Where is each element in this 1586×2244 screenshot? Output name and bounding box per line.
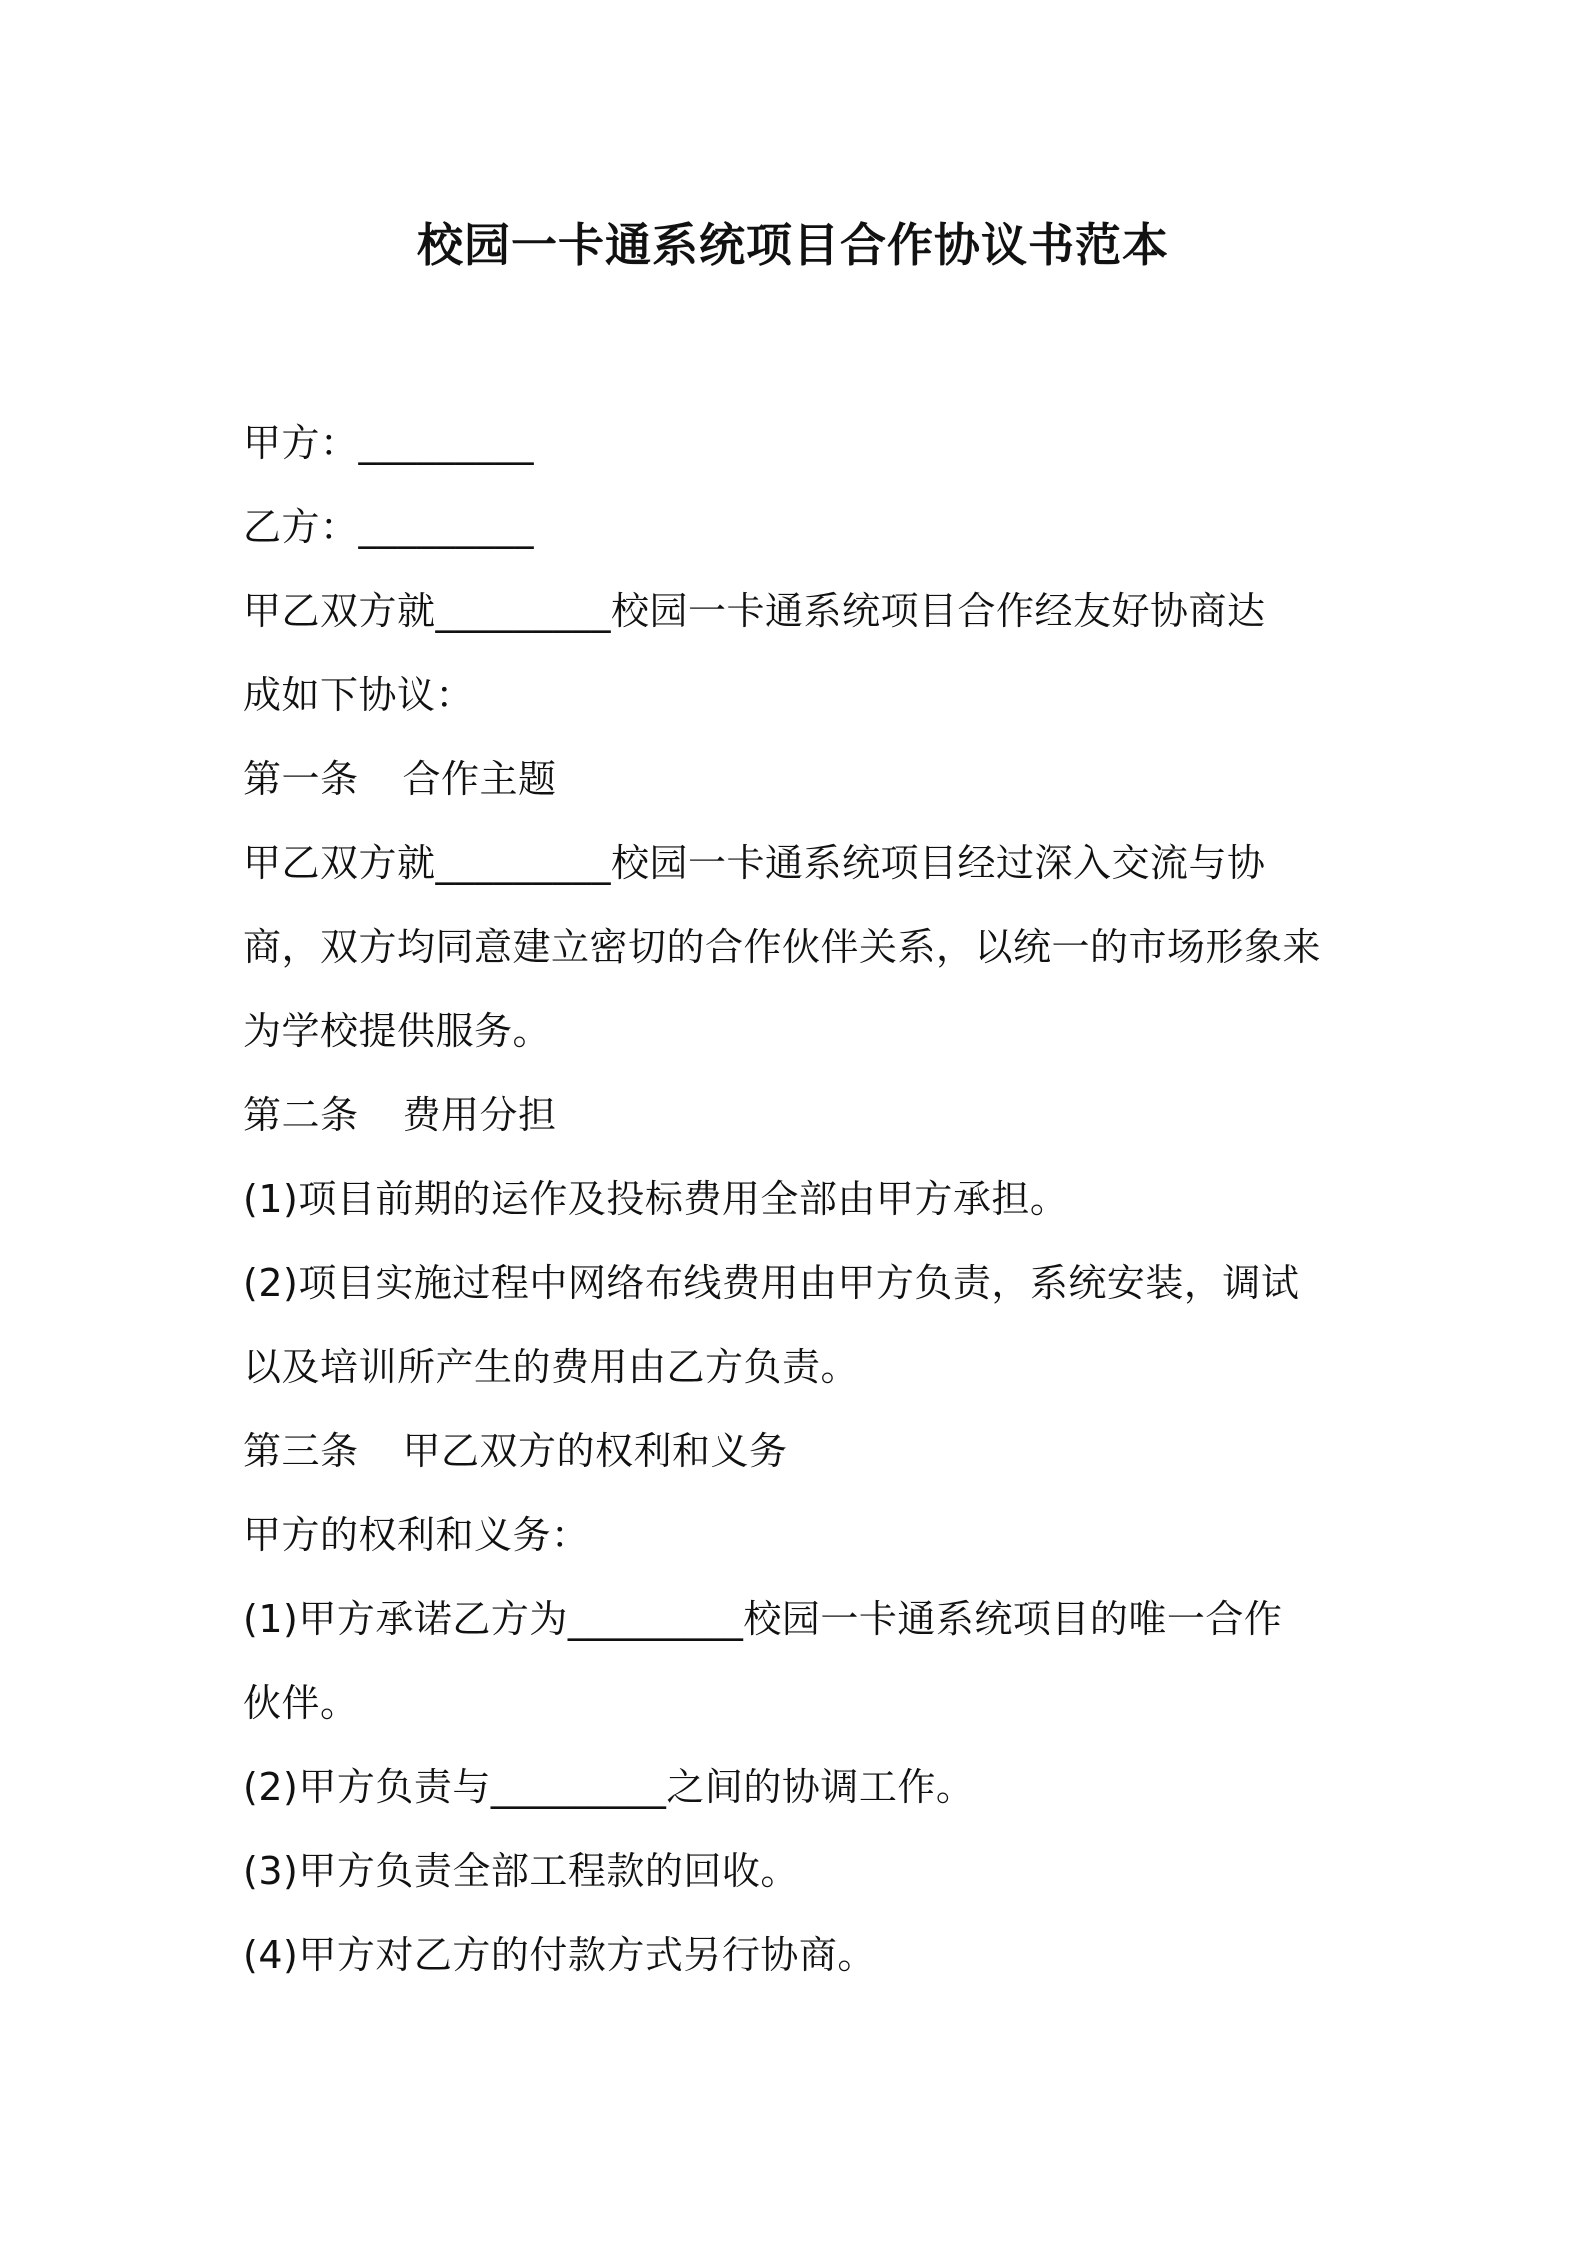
article-3-item-1-line-2: 伙伴。 bbox=[243, 1681, 359, 1725]
intro-line-1: 甲乙双方就_________校园一卡通系统项目合作经友好协商达 bbox=[243, 589, 1266, 633]
article-3-item-2: (2)甲方负责与_________之间的协调工作。 bbox=[243, 1765, 975, 1809]
article-1-title: 合作主题 bbox=[402, 757, 557, 801]
article-1-number: 第一条 bbox=[243, 757, 359, 801]
article-3-number: 第三条 bbox=[243, 1429, 359, 1473]
article-1-line-2: 商，双方均同意建立密切的合作伙伴关系，以统一的市场形象来 bbox=[243, 925, 1322, 969]
document-body bbox=[243, 401, 1355, 1997]
article-3-item-3: (3)甲方负责全部工程款的回收。 bbox=[243, 1849, 799, 1893]
document-title: 校园一卡通系统项目合作协议书范本 bbox=[417, 218, 1169, 272]
article-1-heading bbox=[243, 737, 1355, 821]
article-3-item-4: (4)甲方对乙方的付款方式另行协商。 bbox=[243, 1933, 876, 1977]
party-b-line: 乙方：_________ bbox=[243, 505, 535, 549]
article-2-item-1: (1)项目前期的运作及投标费用全部由甲方承担。 bbox=[243, 1177, 1069, 1221]
article-2-heading bbox=[243, 1073, 1355, 1157]
article-3-item-1-line-1: (1)甲方承诺乙方为_________校园一卡通系统项目的唯一合作 bbox=[243, 1597, 1283, 1641]
intro-line-2: 成如下协议： bbox=[243, 673, 475, 717]
party-a-line: 甲方：_________ bbox=[243, 421, 535, 465]
article-2-item-2-line-2: 以及培训所产生的费用由乙方负责。 bbox=[243, 1345, 860, 1389]
article-1-line-1: 甲乙双方就_________校园一卡通系统项目经过深入交流与协 bbox=[243, 841, 1266, 885]
article-2-item-2-line-1: (2)项目实施过程中网络布线费用由甲方负责，系统安装，调试 bbox=[243, 1261, 1300, 1305]
article-3-title: 甲乙双方的权利和义务 bbox=[402, 1429, 788, 1473]
party-a-rights-heading: 甲方的权利和义务： bbox=[243, 1513, 590, 1557]
article-1-line-3: 为学校提供服务。 bbox=[243, 1009, 552, 1053]
article-2-title: 费用分担 bbox=[402, 1093, 557, 1137]
article-3-heading bbox=[243, 1409, 1355, 1493]
article-2-number: 第二条 bbox=[243, 1093, 359, 1137]
